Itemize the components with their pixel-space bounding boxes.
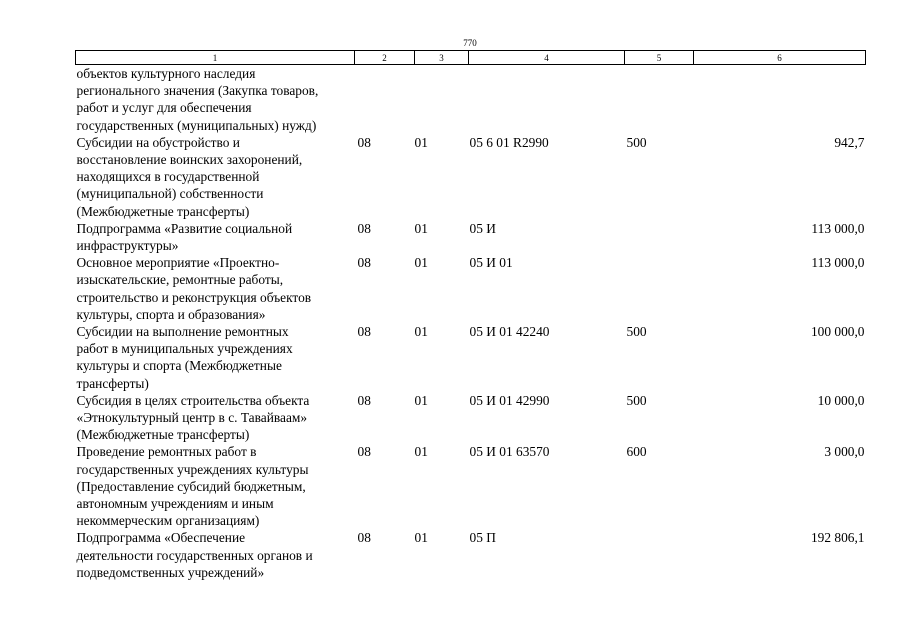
row-name	[76, 529, 355, 581]
row-name	[76, 443, 355, 529]
amount: 10 000,0	[817, 392, 865, 408]
row-name-line: Субсидии на обустройство и	[76, 134, 240, 150]
table-row	[76, 443, 866, 529]
amount	[694, 65, 866, 134]
table-row	[76, 254, 866, 323]
row-name	[76, 323, 355, 392]
row-name-line: «Этнокультурный центр в с. Тавайваам»	[76, 410, 308, 426]
table-row	[76, 134, 866, 220]
column-header-5: 5	[625, 51, 694, 65]
row-name	[76, 392, 355, 444]
target-article-code	[469, 65, 625, 134]
table-row	[76, 392, 866, 444]
row-name-line: объектов культурного наследия	[76, 66, 256, 81]
row-name	[76, 220, 355, 254]
column-header-1: 1	[76, 51, 355, 65]
column-header-4: 4	[469, 51, 625, 65]
subsection-code: 01	[414, 220, 428, 236]
target-article-code: 05 П	[469, 530, 496, 546]
table-row	[76, 220, 866, 254]
row-name-line: Подпрограмма «Обеспечение	[76, 530, 246, 546]
row-name-line: некоммерческим организациям)	[76, 513, 260, 529]
row-name-line: (Предоставление субсидий бюджетным,	[76, 478, 306, 494]
row-name-line: работ и услуг для обеспечения	[76, 100, 252, 116]
section-code: 08	[357, 444, 371, 460]
target-article-code: 05 И 01	[469, 255, 513, 271]
row-name-line: Субсидии на выполнение ремонтных	[76, 324, 289, 340]
column-header-6: 6	[694, 51, 866, 65]
table-body	[76, 65, 866, 582]
row-name-line: подведомственных учреждений»	[76, 564, 265, 580]
amount: 113 000,0	[811, 255, 865, 271]
subsection-code: 01	[414, 134, 428, 150]
subsection-code: 01	[414, 444, 428, 460]
section-code: 08	[357, 255, 371, 271]
row-name-line: (муниципальной) собственности	[76, 186, 264, 202]
target-article-code: 05 И 01 42240	[469, 324, 550, 340]
row-name-line: Проведение ремонтных работ в	[76, 444, 257, 460]
amount: 113 000,0	[811, 220, 865, 236]
row-name-line: находящихся в государственной	[76, 169, 260, 185]
subsection-code: 01	[414, 392, 428, 408]
row-name-line: строительство и реконструкция объектов	[76, 289, 312, 305]
row-name-line: восстановление воинских захоронений,	[76, 152, 303, 168]
expense-type-code: 500	[626, 392, 647, 408]
row-name	[76, 65, 355, 134]
expense-type-code: 500	[626, 134, 647, 150]
expense-type-code	[625, 65, 694, 134]
row-name-line: государственных учреждениях культуры	[76, 461, 309, 477]
target-article-code: 05 И	[469, 220, 496, 236]
target-article-code: 05 И 01 63570	[469, 444, 550, 460]
row-name-line: Подпрограмма «Развитие социальной	[76, 220, 293, 236]
table-row	[76, 65, 866, 134]
target-article-code: 05 6 01 R2990	[469, 134, 549, 150]
row-name-line: (Межбюджетные трансферты)	[76, 203, 250, 219]
subsection-code: 01	[414, 530, 428, 546]
header-row	[76, 51, 866, 65]
row-name	[76, 134, 355, 220]
section-code: 08	[357, 530, 371, 546]
page-number: 770	[463, 38, 477, 48]
amount: 100 000,0	[810, 324, 865, 340]
expense-type-code: 600	[626, 444, 647, 460]
expense-type-code	[625, 254, 694, 323]
row-name-line: автономным учреждениям и иным	[76, 496, 274, 512]
budget-table	[75, 50, 866, 581]
amount: 942,7	[834, 134, 865, 150]
subsection-code: 01	[414, 324, 428, 340]
row-name-line: (Межбюджетные трансферты)	[76, 427, 250, 443]
row-name-line: изыскательские, ремонтные работы,	[76, 272, 284, 288]
section-code: 08	[357, 134, 371, 150]
target-article-code: 05 И 01 42990	[469, 392, 550, 408]
expense-type-code	[625, 220, 694, 254]
subsection-code: 01	[414, 255, 428, 271]
table-row	[76, 529, 866, 581]
table-row	[76, 323, 866, 392]
subsection-code	[415, 65, 469, 134]
section-code	[355, 65, 415, 134]
expense-type-code	[625, 529, 694, 581]
row-name-line: инфраструктуры»	[76, 238, 179, 254]
table-header	[76, 51, 866, 65]
row-name-line: Субсидия в целях строительства объекта	[76, 392, 310, 408]
column-header-2: 2	[355, 51, 415, 65]
amount: 192 806,1	[810, 530, 865, 546]
row-name-line: государственных (муниципальных) нужд)	[76, 117, 317, 133]
row-name-line: работ в муниципальных учреждениях	[76, 341, 293, 357]
expense-type-code: 500	[626, 324, 647, 340]
row-name-line: деятельности государственных органов и	[76, 547, 313, 563]
row-name-line: культуры, спорта и образования»	[76, 306, 266, 322]
row-name-line: трансферты)	[76, 375, 149, 391]
row-name	[76, 254, 355, 323]
column-header-3: 3	[415, 51, 469, 65]
row-name-line: культуры и спорта (Межбюджетные	[76, 358, 282, 374]
row-name-line: регионального значения (Закупка товаров,	[76, 83, 319, 99]
row-name-line: Основное мероприятие «Проектно-	[76, 255, 280, 271]
section-code: 08	[357, 220, 371, 236]
amount: 3 000,0	[824, 444, 865, 460]
section-code: 08	[357, 392, 371, 408]
section-code: 08	[357, 324, 371, 340]
